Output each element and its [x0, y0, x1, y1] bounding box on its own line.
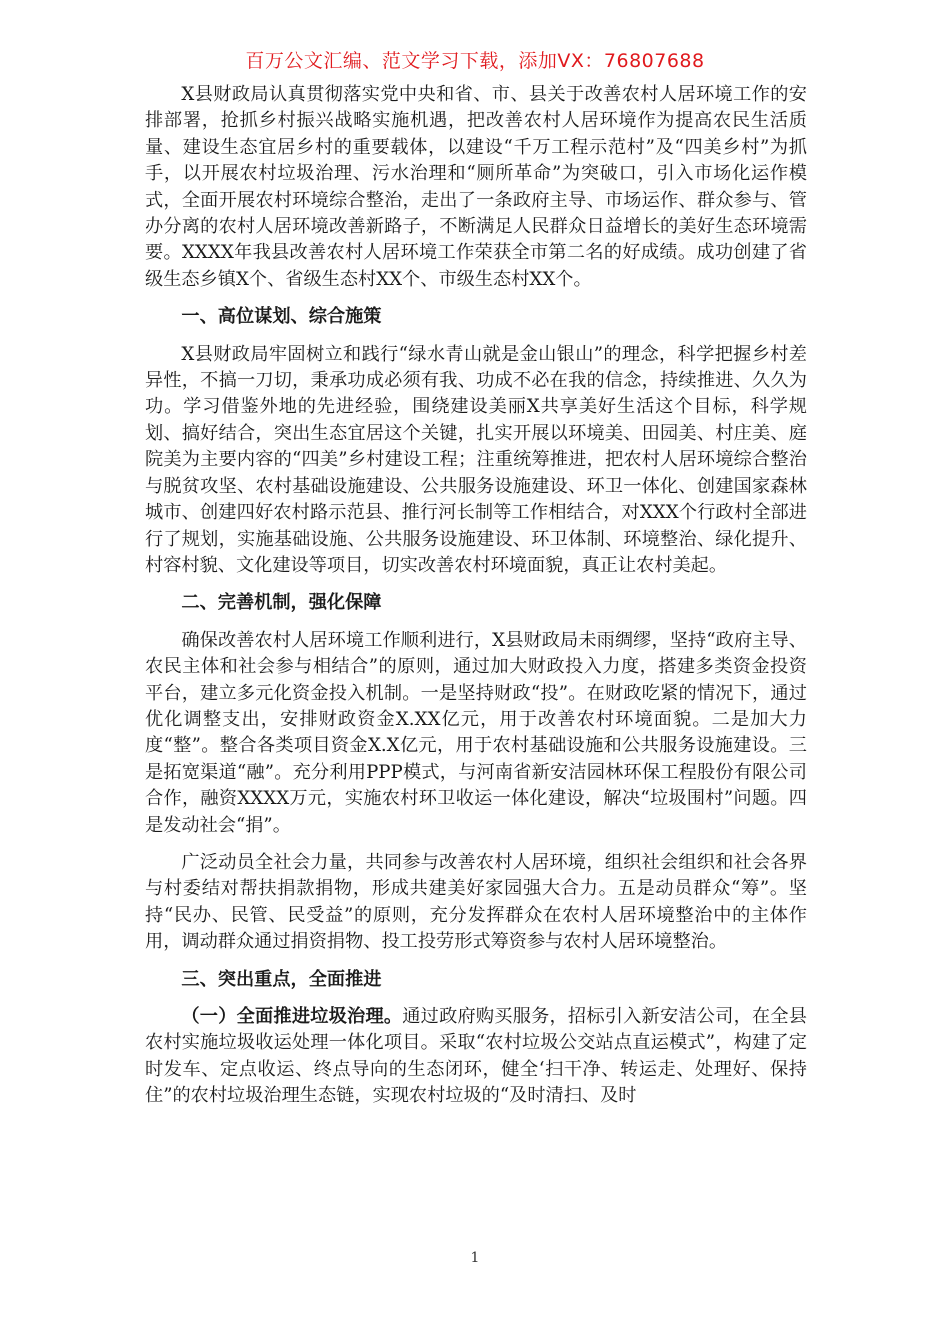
section-2-paragraph-2: 广泛动员全社会力量，共同参与改善农村人居环境，组织社会组织和社会各界与村委结对帮扶捐款捐物，形成共建美好家园强大合力。五是动员群众“筹”。坚持“民办、民管、民受益”的原则，充分发挥群众在农村人居环境整治中的主体作用，调动群众通过捐资捐物、投工投劳形式筹资参与农村人居环境整治。 — [145, 851, 807, 953]
watermark-banner: 百万公文汇编、范文学习下载，添加VX：76807688 — [245, 50, 705, 72]
section-3-paragraph — [145, 1004, 807, 1110]
section-1-paragraph: X县财政局牢固树立和践行“绿水青山就是金山银山”的理念，科学把握乡村差异性，不搞一刀切，秉承功成必须有我、功成不必在我的信念，持续推进、久久为功。学习借鉴外地的先进经验，围绕建设美丽X共享美好生活这个目标，科学规划、搞好结合，突出生态宜居这个关键，扎实开展以环境美、田园美、村庄美、庭院美为主要内容的“四美”乡村建设工程；注重统筹推进，把农村人居环境综合整治与脱贫攻坚、农村基础设施建设、公共服务设施建设、环卫一体化、创建国家森林城市、创建四好农村路示范县、推行河长制等工作相结合，对XXX个行政村全部进行了规划，实施基础设施、公共服务设施建设、环卫体制、环境整治、绿化提升、村容村貌、文化建设等项目，切实改善农村环境面貌，真正让农村美起。 — [145, 343, 807, 576]
section-2-paragraph-1: 确保改善农村人居环境工作顺利进行，X县财政局未雨绸缪，坚持“政府主导、农民主体和社会参与相结合”的原则，通过加大财政投入力度，搭建多类资金投资平台，建立多元化资金投入机制。一是坚持财政“投”。在财政吃紧的情况下，通过优化调整支出，安排财政资金X.XX亿元，用于改善农村环境面貌。二是加大力度“整”。整合各类项目资金X.X亿元，用于农村基础设施和公共服务设施建设。三是拓宽渠道“融”。充分利用PPP模式，与河南省新安洁园林环保工程股份有限公司合作，融资XXXX万元，实施农村环卫收运一体化建设，解决“垃圾围村”问题。四是发动社会“捐”。 — [145, 629, 807, 836]
document-body — [145, 82, 807, 1121]
section-heading-1: 一、高位谋划、综合施策 — [181, 306, 382, 328]
section-heading-3: 三、突出重点，全面推进 — [181, 968, 382, 990]
page-number: 1 — [470, 1250, 480, 1266]
intro-paragraph: X县财政局认真贯彻落实党中央和省、市、县关于改善农村人居环境工作的安排部署，抢抓乡村振兴战略实施机遇，把改善农村人居环境作为提高农民生活质量、建设生态宜居乡村的重要载体，以建设“千万工程示范村”及“四美乡村”为抓手，以开展农村垃圾治理、污水治理和“厕所革命”为突破口，引入市场化运作模式，全面开展农村环境综合整治，走出了一条政府主导、市场运作、群众参与、管办分离的农村人居环境改善新路子，不断满足人民群众日益增长的美好生态环境需要。XXXX年我县改善农村人居环境工作荣获全市第二名的好成绩。成功创建了省级生态乡镇X个、省级生态村XX个、市级生态村XX个。 — [145, 84, 807, 290]
subsection-lead: （一）全面推进垃圾治理。 — [181, 1006, 403, 1027]
subsection-text: 通过政府购买服务，招标引入新安洁公司，在全县农村实施垃圾收运处理一体化项目。采取“农村垃圾公交站点直运模式”，构建了定时发车、定点收运、终点导向的生态闭环，健全‘扫干净、转运走、处理好、保持住”的农村垃圾治理生态链，实现农村垃圾的“及时清扫、及时 — [145, 1006, 807, 1107]
section-heading-2: 二、完善机制，强化保障 — [181, 592, 382, 614]
